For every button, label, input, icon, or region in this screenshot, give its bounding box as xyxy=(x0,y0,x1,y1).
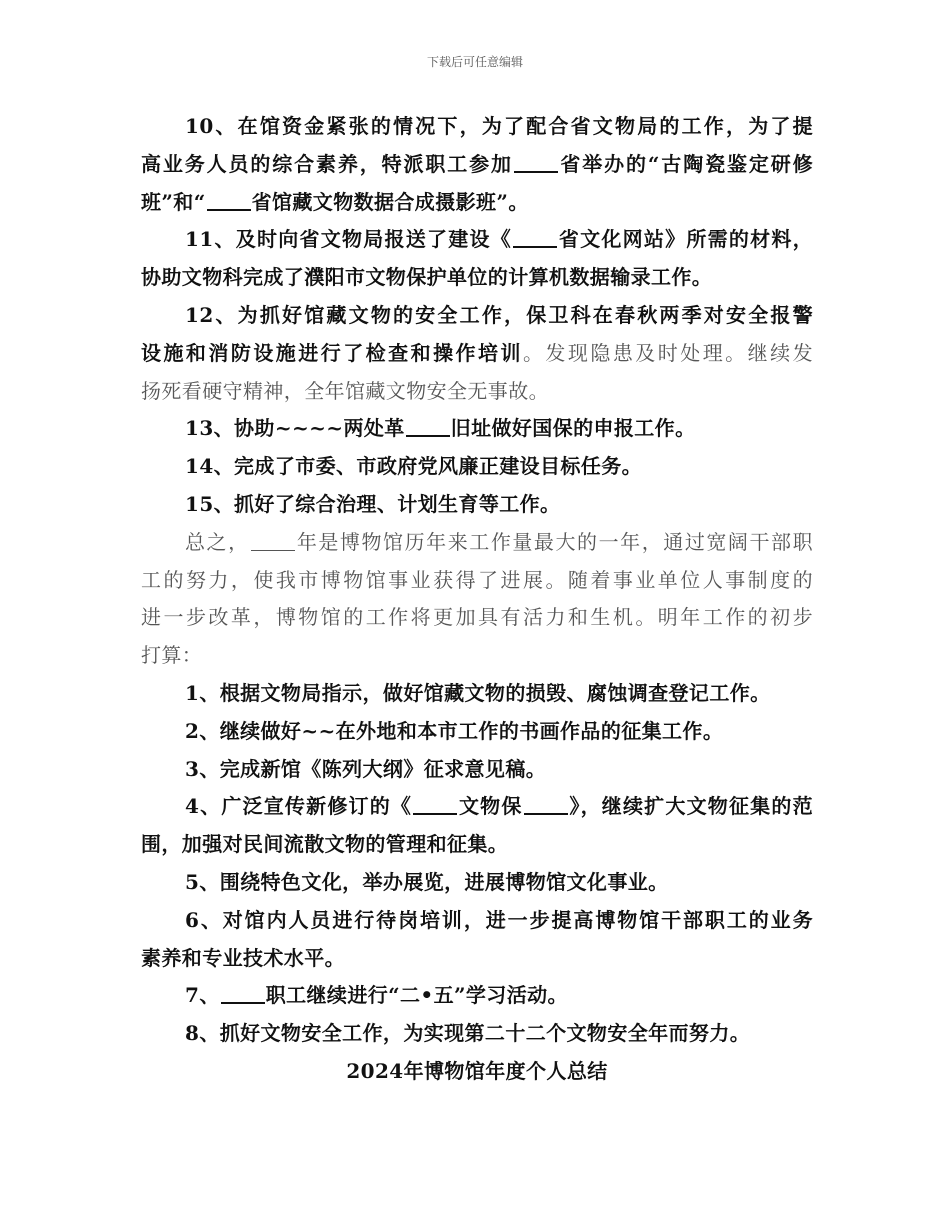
text-segment: 11、及时向省文物局报送了建设《 xyxy=(185,227,512,252)
text-line xyxy=(141,410,813,448)
text-segment: 省文化网站》所需的材料， xyxy=(557,227,813,252)
text-segment: 素养和专业技术水平。 xyxy=(141,945,345,970)
text-line xyxy=(141,940,813,978)
text-segment: 班”和“ xyxy=(141,189,206,214)
text-segment: 设施和消防设施进行了检查和操作培训 xyxy=(141,340,523,365)
text-segment: 4、广泛宣传新修订的《 xyxy=(185,794,413,819)
blank-underline xyxy=(514,153,558,173)
blank-underline xyxy=(207,191,251,211)
text-line xyxy=(141,524,813,562)
text-segment: 工的努力，使我市博物馆事业获得了进展。随着事业单位人事制度的 xyxy=(141,567,813,592)
text-line xyxy=(141,259,813,297)
blank-underline xyxy=(513,228,557,248)
text-segment: 职工继续进行“二•五”学习活动。 xyxy=(265,983,568,1008)
text-line xyxy=(141,335,813,373)
text-segment: 。发现隐患及时处理。继续发 xyxy=(522,340,813,365)
text-segment: 打算： xyxy=(141,643,203,668)
blank-underline xyxy=(251,532,295,551)
text-segment: 12、为抓好馆藏文物的安全工作，保卫科在春秋两季对安全报警 xyxy=(185,302,813,327)
text-line xyxy=(141,562,813,600)
blank-underline xyxy=(524,795,568,815)
text-segment: 进一步改革，博物馆的工作将更加具有活力和生机。明年工作的初步 xyxy=(141,605,813,630)
text-segment: 7、 xyxy=(185,983,220,1008)
document-title: 2024年博物馆年度个人总结 xyxy=(346,1058,608,1083)
text-line xyxy=(141,373,813,411)
text-line xyxy=(141,826,813,864)
text-segment: 》，继续扩大文物征集的范 xyxy=(568,794,813,819)
text-line xyxy=(141,221,813,259)
text-segment: 10、在馆资金紧张的情况下，为了配合省文物局的工作，为了提 xyxy=(185,114,813,138)
text-line xyxy=(141,1015,813,1053)
text-segment: 旧址做好国保的申报工作。 xyxy=(450,416,696,441)
text-line xyxy=(141,184,813,222)
text-segment: 3、完成新馆《陈列大纲》征求意见稿。 xyxy=(185,756,547,781)
text-line xyxy=(141,146,813,184)
text-line xyxy=(141,902,813,940)
text-segment: 14、完成了市委、市政府党风廉正建设目标任务。 xyxy=(185,454,643,479)
text-segment: 省馆藏文物数据合成摄影班”。 xyxy=(251,189,529,214)
text-segment: 年是博物馆历年来工作量最大的一年，通过宽阔干部职 xyxy=(295,529,813,554)
text-line xyxy=(141,108,813,146)
text-segment: 文物保 xyxy=(458,794,523,819)
text-line xyxy=(141,751,813,789)
text-line xyxy=(141,977,813,1015)
text-segment: 1、根据文物局指示，做好馆藏文物的损毁、腐蚀调查登记工作。 xyxy=(185,680,771,705)
document-body xyxy=(141,108,813,1091)
page-header: 下载后可任意编辑 xyxy=(426,55,523,69)
blank-underline xyxy=(413,795,457,815)
text-line xyxy=(141,713,813,751)
text-segment: 13、协助~~~~两处革 xyxy=(185,416,405,441)
text-segment: 省举办的“古陶瓷鉴定研修 xyxy=(558,151,813,176)
blank-underline xyxy=(221,984,265,1004)
blank-underline xyxy=(406,417,450,437)
text-segment: 6、对馆内人员进行待岗培训，进一步提高博物馆干部职工的业务 xyxy=(185,907,813,932)
text-segment: 高业务人员的综合素养，特派职工参加 xyxy=(141,151,513,176)
text-segment: 扬死看硬守精神，全年馆藏文物安全无事故。 xyxy=(141,378,549,403)
text-segment: 总之， xyxy=(185,529,250,554)
text-line xyxy=(141,637,813,675)
text-line xyxy=(141,675,813,713)
text-line xyxy=(141,486,813,524)
text-segment: 8、抓好文物安全工作，为实现第二十二个文物安全年而努力。 xyxy=(185,1021,751,1046)
text-line xyxy=(141,599,813,637)
text-segment: 15、抓好了综合治理、计划生育等工作。 xyxy=(185,491,561,516)
text-line xyxy=(141,864,813,902)
text-line xyxy=(141,297,813,335)
text-segment: 围，加强对民间流散文物的管理和征集。 xyxy=(141,832,509,857)
text-line xyxy=(141,448,813,486)
text-line xyxy=(141,788,813,826)
text-segment: 5、围绕特色文化，举办展览，进展博物馆文化事业。 xyxy=(185,869,669,894)
text-segment: 2、继续做好~~在外地和本市工作的书画作品的征集工作。 xyxy=(185,718,724,743)
text-segment: 协助文物科完成了濮阳市文物保护单位的计算机数据输录工作。 xyxy=(141,265,713,290)
